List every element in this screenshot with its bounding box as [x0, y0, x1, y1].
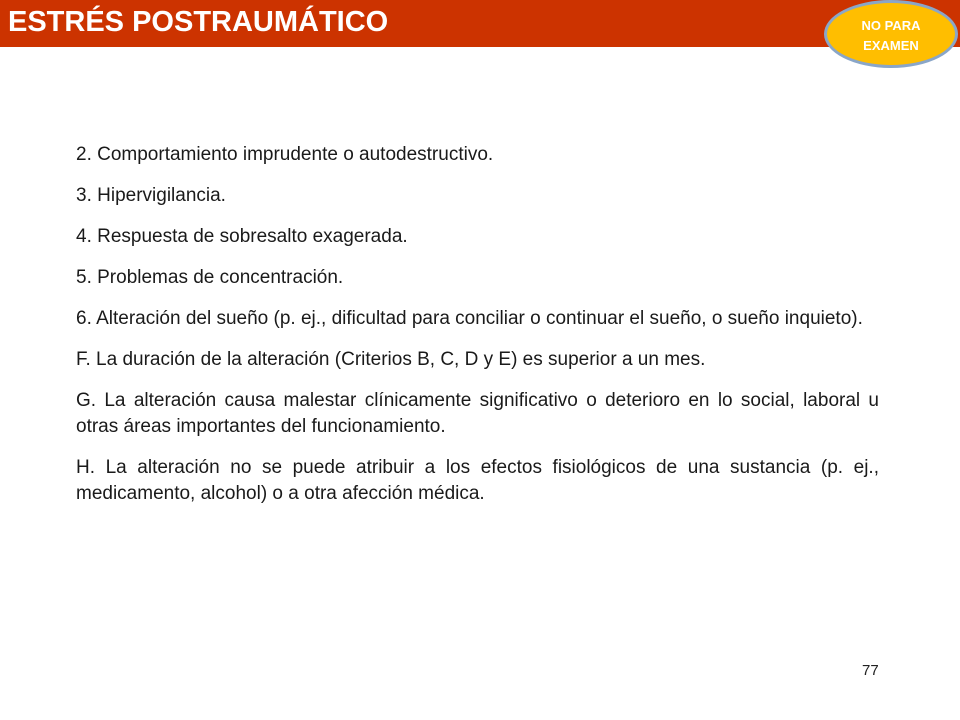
- slide-title: ESTRÉS POSTRAUMÁTICO: [8, 6, 389, 38]
- list-item: G. La alteración causa malestar clínicamente significativo o deterioro en lo social, laboral u otras áreas importantes del funcionamiento.: [76, 390, 879, 437]
- badge-line-1: NO PARA: [861, 18, 921, 33]
- list-item: 3. Hipervigilancia.: [76, 185, 226, 206]
- not-for-exam-badge: [824, 0, 958, 68]
- badge-text: [862, 13, 921, 55]
- list-item: 2. Comportamiento imprudente o autodestructivo.: [76, 144, 494, 165]
- badge-line-2: EXAMEN: [863, 38, 919, 53]
- header-bar: [0, 0, 960, 47]
- page-number: 77: [862, 662, 879, 679]
- list-item: 6. Alteración del sueño (p. ej., dificultad para conciliar o continuar el sueño, o sueño inquieto).: [76, 308, 863, 329]
- criteria-list: [76, 142, 879, 522]
- list-item: H. La alteración no se puede atribuir a los efectos fisiológicos de una sustancia (p. ej., medicamento, alcohol) o a otra afección médica.: [76, 457, 879, 504]
- list-item: 5. Problemas de concentración.: [76, 267, 344, 288]
- list-item: 4. Respuesta de sobresalto exagerada.: [76, 226, 408, 247]
- list-item: F. La duración de la alteración (Criterios B, C, D y E) es superior a un mes.: [76, 349, 706, 370]
